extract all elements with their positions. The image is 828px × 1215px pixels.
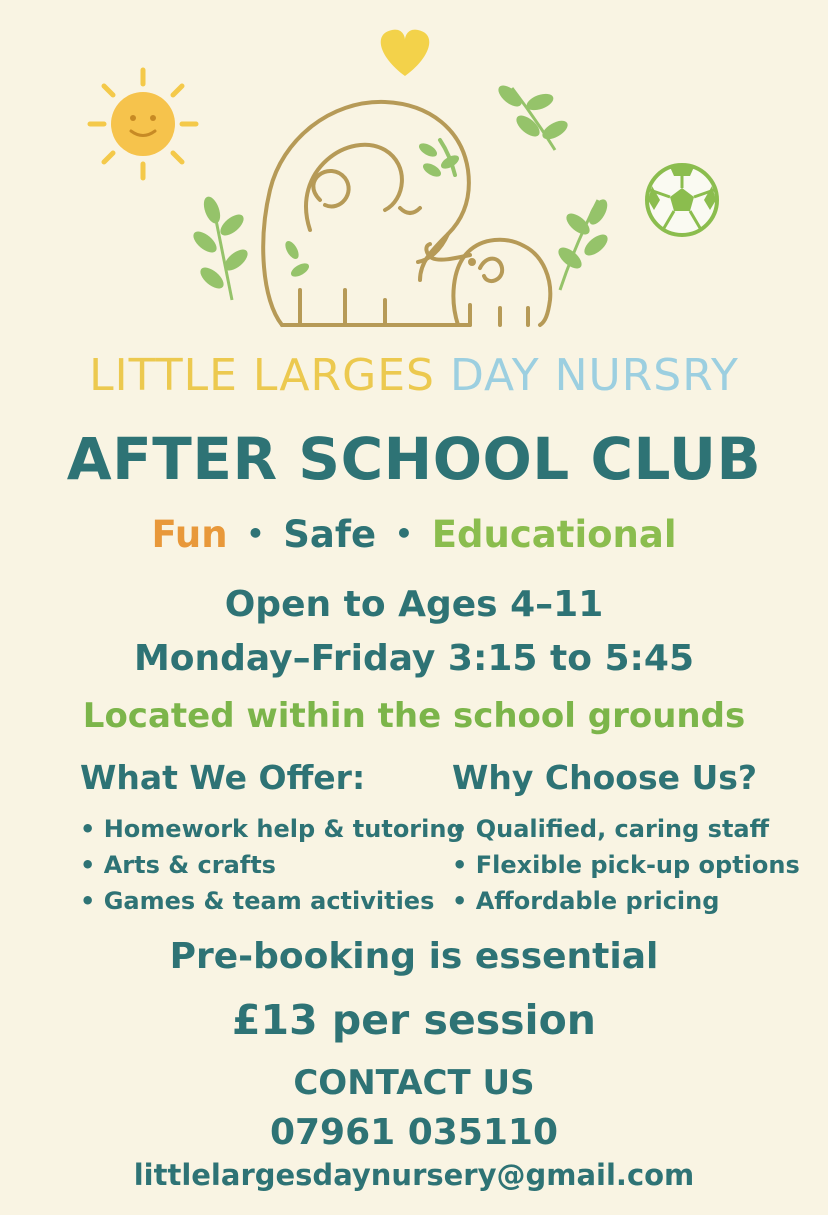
tagline-safe: Safe [283, 513, 377, 556]
ages-text: Open to Ages 4–11 [224, 584, 604, 625]
tagline-educational: Educational [431, 513, 677, 556]
contact-email[interactable]: littlelargesdaynursery@gmail.com [133, 1158, 695, 1192]
leaf-sprig-icon [190, 194, 251, 300]
list-item: • Arts & crafts [80, 847, 464, 883]
header-illustration [0, 0, 828, 345]
baby-elephant-icon [426, 240, 550, 325]
nursery-name [0, 350, 828, 401]
why-section [452, 758, 800, 919]
offer-section [80, 758, 464, 919]
offer-heading: What We Offer: [80, 758, 366, 797]
list-item: • Qualified, caring staff [452, 811, 800, 847]
location-text: Located within the school grounds [82, 696, 746, 736]
nursery-name-part2: DAY NURSRY [449, 350, 739, 401]
tagline-separator: • [246, 517, 265, 550]
why-list [452, 811, 800, 919]
prebooking-text: Pre-booking is essential [169, 936, 659, 977]
nursery-name-part1: LITTLE LARGES [89, 350, 435, 401]
why-heading: Why Choose Us? [452, 758, 758, 797]
tagline-fun: Fun [151, 513, 228, 556]
soccer-ball-icon [647, 165, 717, 235]
list-item: • Games & team activities [80, 883, 464, 919]
mother-elephant-icon [263, 102, 470, 325]
contact-heading: CONTACT US [293, 1063, 535, 1103]
tagline-separator: • [394, 517, 413, 550]
tagline [0, 513, 828, 556]
contact-phone[interactable]: 07961 035110 [269, 1112, 559, 1153]
hours-text: Monday–Friday 3:15 to 5:45 [133, 638, 695, 679]
leaf-sprig-icon [555, 196, 611, 290]
offer-list [80, 811, 464, 919]
page-title: AFTER SCHOOL CLUB [66, 425, 762, 493]
sun-icon [90, 70, 196, 178]
price-text: £13 per session [232, 996, 596, 1044]
list-item: • Homework help & tutoring [80, 811, 464, 847]
leaf-sprig-icon [495, 82, 571, 150]
heart-icon [381, 30, 430, 76]
list-item: • Affordable pricing [452, 883, 800, 919]
list-item: • Flexible pick-up options [452, 847, 800, 883]
